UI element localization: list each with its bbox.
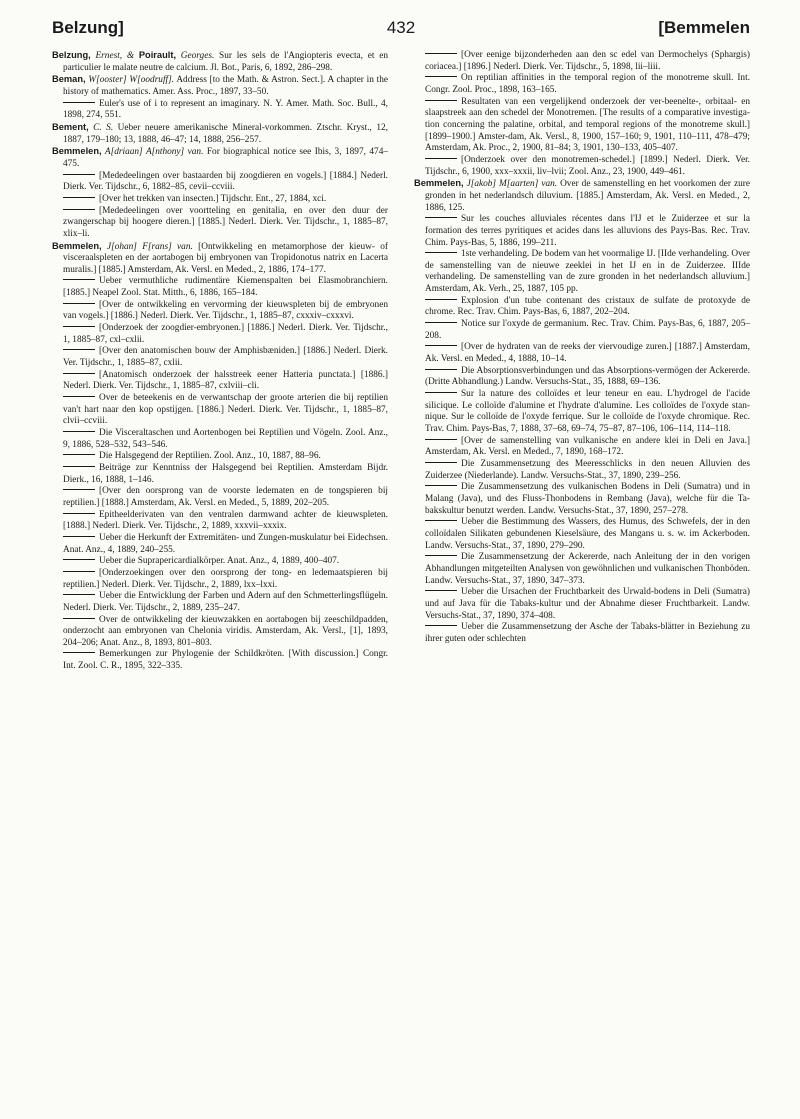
citation-text: Ueber die Suprapericardialkörper. Anat. Anz., 4, 1889, 400–407. [99,556,340,567]
citation-text: For biographical notice see Ibis, 3, 1897, 474–475. [63,147,388,169]
continuation-entry [414,587,750,622]
continuation-entry [52,393,388,428]
citation-text: Ueber die Ursachen der Fruchtbarkeit des Urwald-bodens in Deli (Sumatra) und auf Java für die Tabaks-kultur und der Abnahme dieser Fruchtbarkeit. Landw. Versuchs-Stat., 37, 1890, 374–408. [425,587,750,621]
citation-text: [Over de samenstelling van vulkanische en andere klei in Deli en Java.] Amsterdam, Ak. Versl. en Meded., 7, 1890, 168–172. [425,435,750,458]
continuation-entry [52,194,388,206]
citation-text: [Onderzoekingen over den oorsprong der tong- en ledemaatspieren bij reptilien.] Nederl. Dierk. Ver. Tijdschr., 2, 1889, lxx–lxxi. [63,567,388,590]
citation-text: 1ste verhandeling. De bodem van het voormalige IJ. [IIde verhandeling. Over de samenstelling van de nieuwe zeeklei in het IJ en in de Zuiderzee. IIIde verhandeling. De samenstelling van de zure gronden in het nederlandsch alluvium.] Amsterdam, Ak. Verh., 25, 1887, 105 pp. [425,249,750,295]
continuation-entry [414,436,750,459]
continuation-entry [52,649,388,672]
ditto-dash [425,555,457,556]
ditto-dash [63,454,95,455]
page-number: 432 [386,18,416,37]
ditto-dash [63,559,95,560]
ditto-dash [63,174,95,175]
citation-text: Die Zusammensetzung des vulkanischen Bodens in Deli (Sumatra) und in Malang (Java), und des Fluss-Thonbodens in Rembang (Java), welche für die Ta-bakskultur benutzt werden. Landw. Versuchs-Stat., 37, 1890, 257–278. [425,482,750,516]
author-forenames: C. S. [88,122,114,133]
ditto-dash [63,209,95,210]
author-name: Bement, [52,121,89,132]
continuation-entry [52,99,388,122]
citation-text: Sur la nature des colloïdes et leur teneur en eau. L'hydrogel de l'acide silicique. Le colloïde d'alumine et l'hydrate d'alumine. Les colloïdes de l'oxyde stan-nique. Sur le colloïde de l'oxyde ferrique. Sur le colloïde de l'oxyde chromique. Rec. Trav. Chim. Pays-Bas, 7, 1888, 37–68, 69–74, 75–87, 87–106, 106–114, 114–118. [425,389,750,434]
ditto-dash [63,373,95,374]
ditto-dash [425,462,457,463]
ditto-dash [63,652,95,653]
continuation-entry [414,155,750,178]
continuation-entry [52,463,388,486]
header-left-term: Belzung] [52,18,124,37]
ditto-dash [425,392,457,393]
continuation-entry [414,50,750,73]
citation-text: Ueber neuere amerikanische Mineral-vorkommen. Ztschr. Kryst., 12, 1887, 179–180; 13, 1888, 46–47; 14, 1888, 256–257. [63,122,388,145]
citation-text: [Anatomisch onderzoek der halsstreek eener Hatteria punctata.] [1886.] Nederl. Dierk. Ver. Tijdschr., 1, 1885–87, cxlviii–cli. [63,369,388,392]
ditto-dash [63,303,95,304]
ditto-dash [425,439,457,440]
author-forenames: W[ooster] W[oodruff]. [85,75,175,86]
continuation-entry [52,428,388,451]
ditto-dash [425,299,457,300]
ditto-dash [425,322,457,323]
continuation-entry [52,451,388,463]
citation-text: Notice sur l'oxyde de germanium. Rec. Trav. Chim. Pays-Bas, 6, 1887, 205–208. [425,319,750,341]
citation-text: Sur les sels de l'Angiopteris evecta, et en particulier le malate neutre de calcium. Jl. Bot., Paris, 6, 1892, 286–298. [63,51,388,73]
citation-text: [Onderzoek der zoogdier-embryonen.] [1886.] Nederl. Dierk. Ver. Tijdschr., 1, 1885–87, cxl–cxlii. [63,323,388,345]
continuation-entry [52,370,388,393]
continuation-entry [414,319,750,342]
ditto-dash [425,252,457,253]
coauthor-name: Poirault, [138,50,177,60]
citation-text: Over de ontwikkeling der kieuwzakken en aortabogen bij zeeschildpadden, onderzocht aan embryonen van Chelonia viridis. Amsterdam, Ak. Versl., [1], 1893, 204–206; Anat. Anz., 8, 1893, 801–803. [63,614,388,648]
citation-text: [Mededeelingen over voortteling en genitalia, en over den duur der zwangerschap bij hoogere dieren.] [1885.] Nederl. Dierk. Ver. Tijdschr., 1, 1885–87, xlix–li. [63,205,388,239]
continuation-entry [414,366,750,389]
header-right-term: [Bemmelen [658,18,750,37]
ditto-dash [425,158,457,159]
citation-text: Over de beteekenis en de verwantschap der groote arterien die bij reptilien van't hart naar den kop opstijgen. [1886.] Nederl. Dierk. Ver. Tijdschr., 1, 1885–87, clvii–ccviii. [63,393,388,427]
citation-text: [Onderzoek over den monotremen-schedel.] [1899.] Nederl. Dierk. Ver. Tijdschr., 6, 1900, xxx–xxxii, liv–lvii; Zool. Anz., 23, 1900, 449–461. [425,154,750,177]
citation-text: On reptilian affinities in the temporal region of the monotreme skull. Int. Congr. Zool. Proc., 1898, 163–165. [425,73,750,95]
citation-text: Epitheelderivaten van den ventralen darmwand achter de kieuwspleten. [1888.] Nederl. Dierk. Ver. Tijdschr., 2, 1889, xxxvii–xxxix. [63,509,388,532]
citation-text: Die Halsgegend der Reptilien. Zool. Anz., 10, 1887, 88–96. [99,451,321,462]
continuation-entry [52,510,388,533]
ditto-dash [425,520,457,521]
ditto-dash [63,571,95,572]
ditto-dash [63,594,95,595]
ditto-dash [425,625,457,626]
ditto-dash [425,345,457,346]
continuation-entry [414,73,750,96]
citation-text: [Over den oorsprong van de voorste ledematen en de tongspieren bij reptilien.] [1888.] Amsterdam, Ak. Versl. en Meded., 5, 1889, 202–205. [63,486,388,508]
continuation-entry [52,556,388,568]
ditto-dash [63,326,95,327]
author-entry [52,146,388,170]
continuation-entry [414,622,750,645]
columns [52,50,750,673]
ditto-dash [63,349,95,350]
citation-text: Ueber die Bestimmung des Wassers, des Humus, des Schwefels, der in den colloïdalen Silikaten gebundenen Kieselsäure, des Mangans u. s. w. im Ackerboden. Landw. Versuchs-Stat., 37, 1890, 279–290. [425,517,750,551]
ditto-dash [425,53,457,54]
continuation-entry [414,97,750,155]
citation-text: Beiträge zur Kenntniss der Halsgegend bei Reptilien. Amsterdam Bijdr. Dierk., 16, 1888, 1–146. [63,462,388,485]
continuation-entry [52,171,388,194]
coauthor-forenames: Georges. [176,51,215,61]
continuation-entry [414,389,750,436]
continuation-entry [52,276,388,299]
ditto-dash [63,618,95,619]
citation-text: Resultaten van een vergelijkend onderzoek der ver-beenelte-, orbitaal- en slaapstreek aan den schedel der Monotremen. [The results of a comparative investiga-tion concerning the palatine, orbital, and temporal regions of the monotreme skull.] [1899–1900.] Amster-dam, Ak. Versl., 8, 1900, 157–160; 9, 1901, 110–111, 478–479; Amsterdam, Ak. Proc., 2, 1900, 81–84; 3, 1901, 130–133, 405–407. [425,96,750,154]
author-entry [52,74,388,98]
ditto-dash [63,279,95,280]
continuation-entry [52,486,388,509]
author-forenames: A[driaan] A[nthony] van. [101,147,204,158]
citation-text: Over de samenstelling en het voorkomen der zure gronden in het nederlandsch diluvium. [1885.] Amsterdam, Ak. Versl. en Meded., 2, 1886, 125. [425,179,750,213]
continuation-entry [52,300,388,323]
citation-text: Die Absorptionsverbindungen und das Absorptions-vermögen der Ackererde. (Dritte Abhandlung.) Landw. Versuchs-Stat., 35, 1888, 69–136. [425,365,750,388]
ditto-dash [425,100,457,101]
citation-text: Ueber vermuthliche rudimentäre Kiemenspalten bei Elasmobranchiern. [1885.] Neapel Zool. Stat. Mitth., 6, 1886, 165–184. [63,276,388,299]
citation-text: [Over de hydraten van de reeks der viervoudige zuren.] [1887.] Amsterdam, Ak. Versl. en Meded., 4, 1888, 10–14. [425,342,750,365]
continuation-entry [52,615,388,650]
citation-text: Address [to the Math. & Astron. Sect.]. A chapter in the history of mathematics. Amer. Ass. Proc., 1897, 33–50. [63,75,389,97]
citation-text: Die Visceraltaschen und Aortenbogen bei Reptilien und Vögeln. Zool. Anz., 9, 1886, 528–532, 543–546. [63,428,388,450]
citation-text: [Over den anatomischen bouw der Amphisbæniden.] [1886.] Nederl. Dierk. Ver. Tijdschr., 1, 1885–87, cxlii. [63,346,388,369]
citation-text: Ueber die Zusammensetzung der Asche der Tabaks-blätter in Beziehung zu ihrer guten oder schlechten [425,622,750,644]
author-name: Bemmelen, [52,240,102,251]
citation-text: Explosion d'un tube contenant des cristaux de sulfate de protoxyde de chrome. Rec. Trav. Chim. Pays-Bas, 6, 1887, 202–204. [425,295,750,318]
ditto-dash [425,369,457,370]
citation-text: [Over de ontwikkeling en vervorming der kieuwspleten bij de embryonen van vogels.] [1886.] Nederl. Dierk. Ver. Tijdschr., 1, 1885–87, cxxxiv–cxxxvi. [63,299,388,322]
ditto-dash [63,102,95,103]
author-entry [414,178,750,214]
continuation-entry [414,517,750,552]
ditto-dash [425,76,457,77]
right-column [414,50,750,673]
continuation-entry [52,323,388,346]
author-name: Bemmelen, [414,178,464,189]
ditto-dash [63,197,95,198]
citation-text: [Mededeelingen over bastaarden bij zoogdieren en vogels.] [1884.] Nederl. Dierk. Ver. Tijdschr., 6, 1882–85, cevii–ccviii. [63,170,388,193]
left-column [52,50,388,673]
continuation-entry [52,533,388,556]
author-name: Bemmelen, [52,146,102,157]
author-entry [52,241,388,277]
author-entry [52,50,388,74]
continuation-entry [52,206,388,241]
ditto-dash [63,466,95,467]
ditto-dash [63,396,95,397]
author-forenames: Ernest, & [90,51,139,61]
continuation-entry [414,552,750,587]
citation-text: Sur les couches alluviales récentes dans l'IJ et le Zuiderzee et sur la formation des terres pyritiques et acides dans les alluvions des Pays-Bas. Rec. Trav. Chim. Pays-Bas, 5, 1886, 199–211. [425,214,750,248]
running-header [52,0,750,50]
citation-text: Die Zusammensetzung des Meeresschlicks in den neuen Alluvien des Zuiderzee (Niederlande). Landw. Versuchs-Stat., 37, 1890, 239–256. [425,458,750,481]
ditto-dash [63,513,95,514]
continuation-entry [414,296,750,319]
ditto-dash [63,536,95,537]
author-name: Belzung, [52,50,91,60]
continuation-entry [52,568,388,591]
continuation-entry [414,482,750,517]
author-entry [52,122,388,146]
citation-text: Euler's use of i to represent an imaginary. N. Y. Amer. Math. Soc. Bull., 4, 1898, 274, 551. [63,98,388,121]
continuation-entry [414,249,750,296]
author-name: Beman, [52,74,86,85]
ditto-dash [425,217,457,218]
author-forenames: J[ohan] F[rans] van. [101,241,193,252]
continuation-entry [414,459,750,482]
ditto-dash [63,489,95,490]
citation-text: [Over eenige bijzonderheden aan den sc edel van Dermochelys (Sphargis) coriacea.] [1896.] Nederl. Dierk. Ver. Tijdschr., 5, 1898, lii–liii. [425,50,750,72]
continuation-entry [414,342,750,365]
citation-text: Ueber die Herkunft der Extremitäten- und Zungen-muskulatur bei Eidechsen. Anat. Anz., 4, 1889, 240–255. [63,532,388,555]
citation-text: [Ontwikkeling en metamorphose der kieuw- of visceraalspleten en der aortabogen bij embryonen van Tropidonotus natrix en Lacerta muralis.] [1885.] Amsterdam, Ak. Versl. en Meded., 2, 1886, 174–177. [63,241,389,275]
citation-text: Ueber die Entwicklung der Farben und Adern auf den Schmetterlingsflügeln. Nederl. Dierk. Ver. Tijdschr., 2, 1889, 235–247. [63,591,388,613]
continuation-entry [52,591,388,614]
continuation-entry [52,346,388,369]
ditto-dash [63,431,95,432]
ditto-dash [425,590,457,591]
continuation-entry [414,214,750,249]
author-forenames: J[akob] M[aarten] van. [463,179,558,190]
citation-text: Die Zusammensetzung der Ackererde, nach Anleitung der in den vorigen Abhandlungen mitgeteilten Analysen von gewöhnlichen und vulkanischen Thonböden. Landw. Versuchs-Stat., 37, 1890, 347–373. [425,552,750,586]
citation-text: Bemerkungen zur Phylogenie der Schildkröten. [With discussion.] Congr. Int. Zool. C. R., 1895, 322–335. [63,649,388,672]
ditto-dash [425,485,457,486]
citation-text: [Over het trekken van insecten.] Tijdschr. Ent., 27, 1884, xci. [99,193,327,204]
